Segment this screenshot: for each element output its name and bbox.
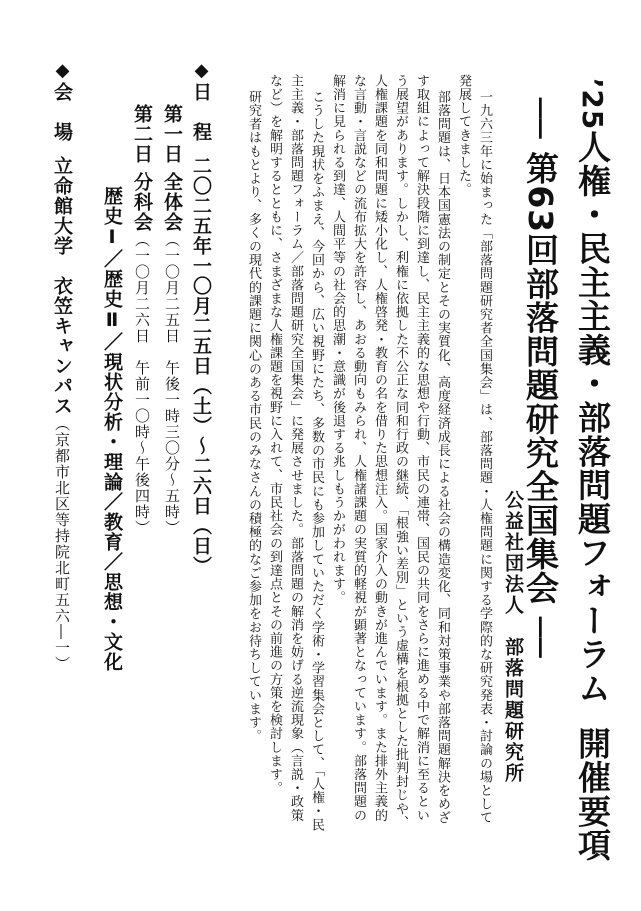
day2-time: （一〇月二六日 午前一〇時〜午後四時）	[133, 232, 151, 536]
intro-line: 主主義・部落問題フォーラム／部落問題研究全国集会」に発展させました。部落問題の解消を妨げる逆流現象（言説・政策	[288, 74, 303, 822]
schedule-day1	[162, 104, 181, 536]
title-suffix: 開催要項	[573, 726, 612, 862]
intro-line: な言動・言説などの流布拡大を許容し、あおる動向もみられ、人権諸課題の実質的軽視が顕著となっています。部落問題の	[351, 74, 366, 822]
intro-line: 部落問題は、日本国憲法の制定とその実質化、高度経済成長による社会の構造変化、同和対策事業や部落問題解決をめざ	[435, 90, 450, 825]
subtitle: ── 第63回部落問題研究全国集会 ──	[521, 98, 560, 659]
schedule-label: 日 程	[190, 82, 212, 142]
intro-line: こうした現状をふまえ、今回から、広い視野にたち、多数の市民にも参加していただく学術・学習集会として、「人権・民	[309, 90, 324, 832]
schedule-day2	[132, 104, 151, 536]
intro-line: 人権課題を同和問題に矮小化し、人権啓発・教育の名を借りた思想注入。国家介入の動きが進んでいます。また排外主義的	[372, 74, 387, 822]
venue-address: （京都市北区等持院北町五六―一）	[53, 416, 71, 672]
venue-name: 立命館大学 衣笠キャンパス	[51, 156, 73, 416]
schedule-sections: 歴史Ⅰ／歴史Ⅱ／現状分析・理論／教育／思想・文化	[101, 186, 123, 672]
intro-line: う展望があります。しかし、利権に依拠した不公正な同和行政の継続、「根強い差別」という虚構を根拠とした批判封じや、	[393, 74, 408, 830]
page-title	[573, 78, 612, 862]
day2-label: 第二日	[131, 104, 153, 164]
year-mark: ’25	[576, 78, 609, 131]
organizer: 公益社団法人 部落問題研究所	[502, 490, 524, 784]
schedule-heading	[191, 60, 210, 576]
diamond-icon: ◆	[191, 60, 212, 82]
day1-time: （一〇月二五日 午後一時三〇分〜五時）	[163, 232, 181, 536]
intro-line: 解消に見られる到達、人間平等の社会的思潮・意識が後退する兆しもうかがわれます。	[330, 74, 345, 605]
day1-event: 全体会	[161, 172, 183, 232]
diamond-icon: ◆	[52, 60, 73, 82]
day2-event: 分科会	[131, 172, 153, 232]
day1-label: 第一日	[161, 104, 183, 164]
intro-line: 一九六三年に始まった「部落問題研究者全国集会」は、部落問題・人権問題に関する学際的な研究発表・討論の場として	[477, 90, 492, 825]
venue-label: 会 場	[51, 82, 73, 142]
intro-line: す取組によって解決段階に到達し、民主主義的な思想や行動、市民の連帯、国民の共同をさらに進める中で解消に至るとい	[414, 74, 429, 822]
intro-line: 発展してきました。	[456, 74, 471, 197]
title-main: 人権・民主主義・部落問題フォーラム	[573, 130, 612, 705]
schedule-dates: 二〇二五年一〇月二五日（土）〜二六日（日）	[190, 156, 212, 576]
intro-line: など）を解明するとともに、さまざまな人権課題を視野に入れて、市民社会の到達点とその前進の方策を検討します。	[267, 74, 282, 795]
intro-line: 研究者はもとより、多くの現代的課題に関心のある市民のみなさんの積極的なご参加をお待ちしています。	[246, 90, 261, 743]
venue-line	[52, 60, 71, 672]
